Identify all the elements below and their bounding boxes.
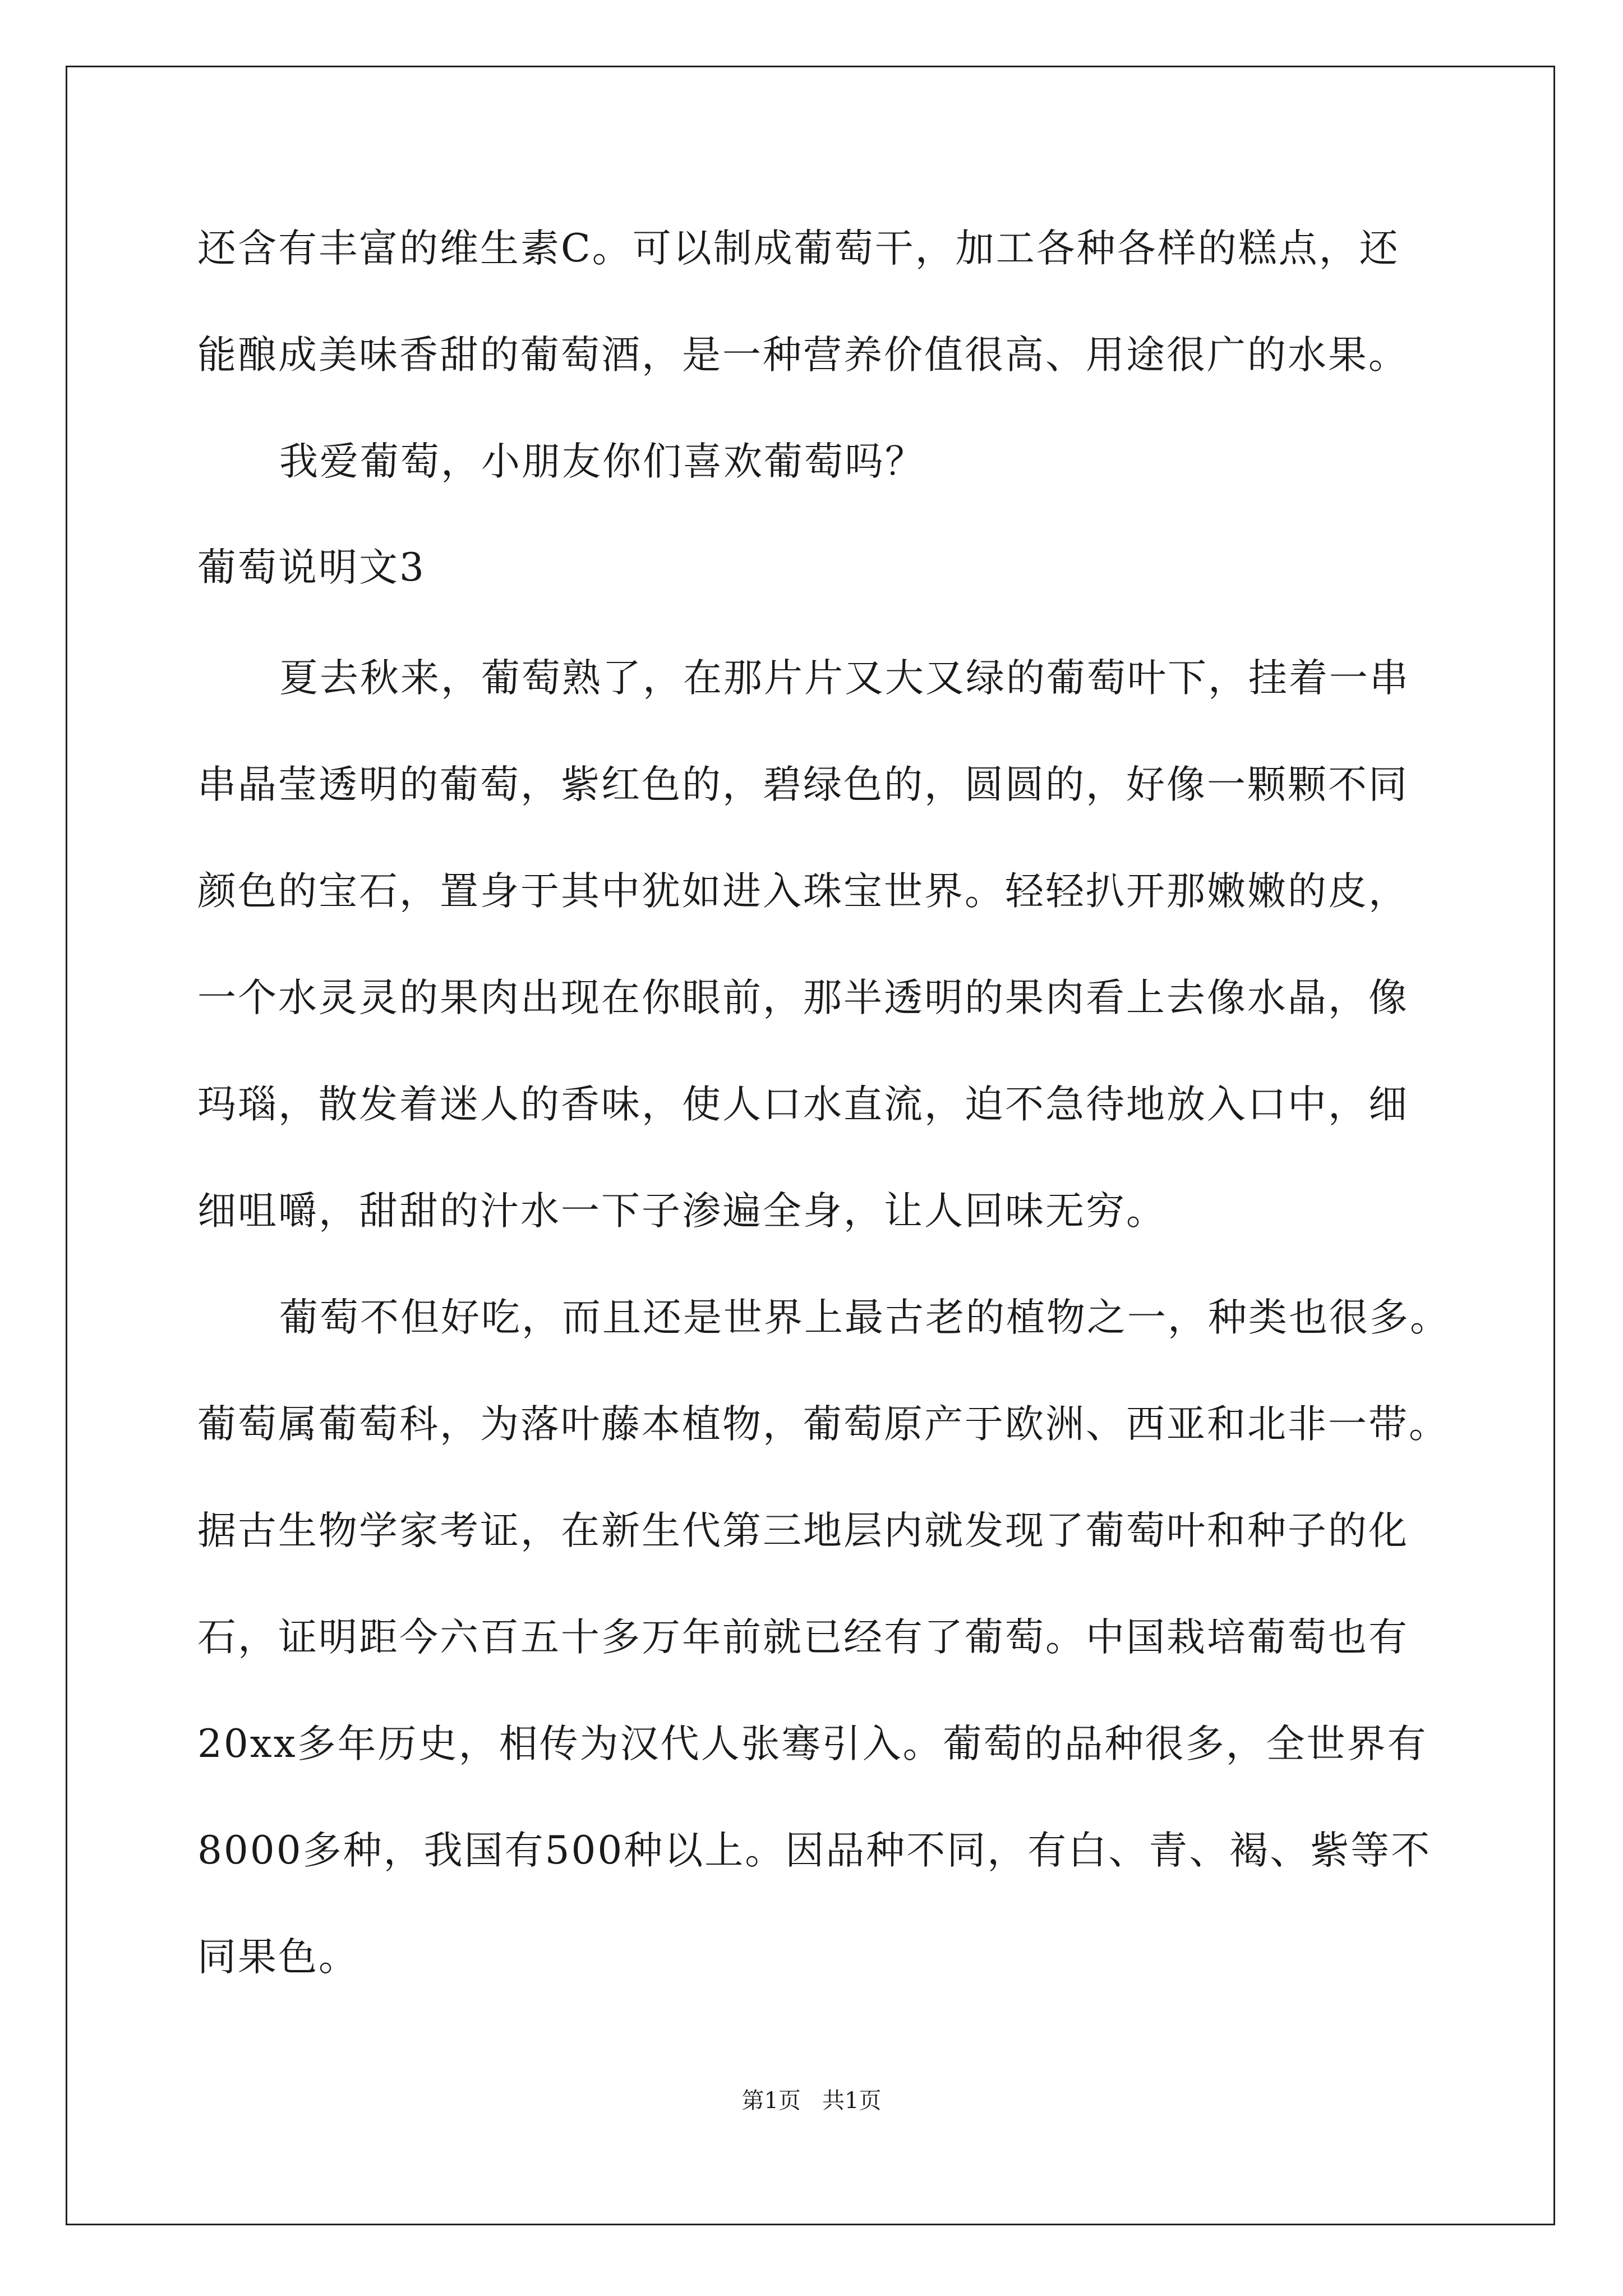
text-line: 一个水灵灵的果肉出现在你眼前，那半透明的果肉看上去像水晶，像 xyxy=(197,976,1409,1020)
text-line: 20xx多年历史，相传为汉代人张骞引入。葡萄的品种很多，全世界有 xyxy=(197,1722,1428,1766)
text-line: 葡萄属葡萄科，为落叶藤本植物，葡萄原产于欧洲、西亚和北非一带。 xyxy=(197,1402,1449,1447)
text-line: 颜色的宝石，置身于其中犹如进入珠宝世界。轻轻扒开那嫩嫩的皮， xyxy=(197,869,1409,914)
text-line: 葡萄不但好吃，而且还是世界上最古老的植物之一，种类也很多。 xyxy=(279,1295,1450,1340)
text-line: 细咀嚼，甜甜的汁水一下子渗遍全身，让人回味无穷。 xyxy=(197,1189,1166,1234)
text-line: 我爱葡萄，小朋友你们喜欢葡萄吗？ xyxy=(279,439,925,484)
text-line: 串晶莹透明的葡萄，紫红色的，碧绿色的，圆圆的，好像一颗颗不同 xyxy=(197,762,1409,807)
text-line: 据古生物学家考证，在新生代第三地层内就发现了葡萄叶和种子的化 xyxy=(197,1508,1409,1553)
text-line: 能酿成美味香甜的葡萄酒，是一种营养价值很高、用途很广的水果。 xyxy=(197,333,1409,378)
text-line: 8000多种，我国有500种以上。因品种不同，有白、青、褐、紫等不 xyxy=(197,1828,1432,1873)
text-line: 夏去秋来，葡萄熟了，在那片片又大又绿的葡萄叶下，挂着一串 xyxy=(279,656,1410,701)
section-heading: 葡萄说明文3 xyxy=(197,545,426,590)
text-line: 还含有丰富的维生素C。可以制成葡萄干，加工各种各样的糕点，还 xyxy=(197,226,1400,271)
page-frame xyxy=(66,66,1555,2225)
page-footer: 第1页 共1页 xyxy=(741,2088,882,2114)
text-line: 石，证明距今六百五十多万年前就已经有了葡萄。中国栽培葡萄也有 xyxy=(197,1615,1409,1660)
text-line: 玛瑙，散发着迷人的香味，使人口水直流，迫不急待地放入口中，细 xyxy=(197,1082,1409,1127)
text-line: 同果色。 xyxy=(197,1935,359,1980)
